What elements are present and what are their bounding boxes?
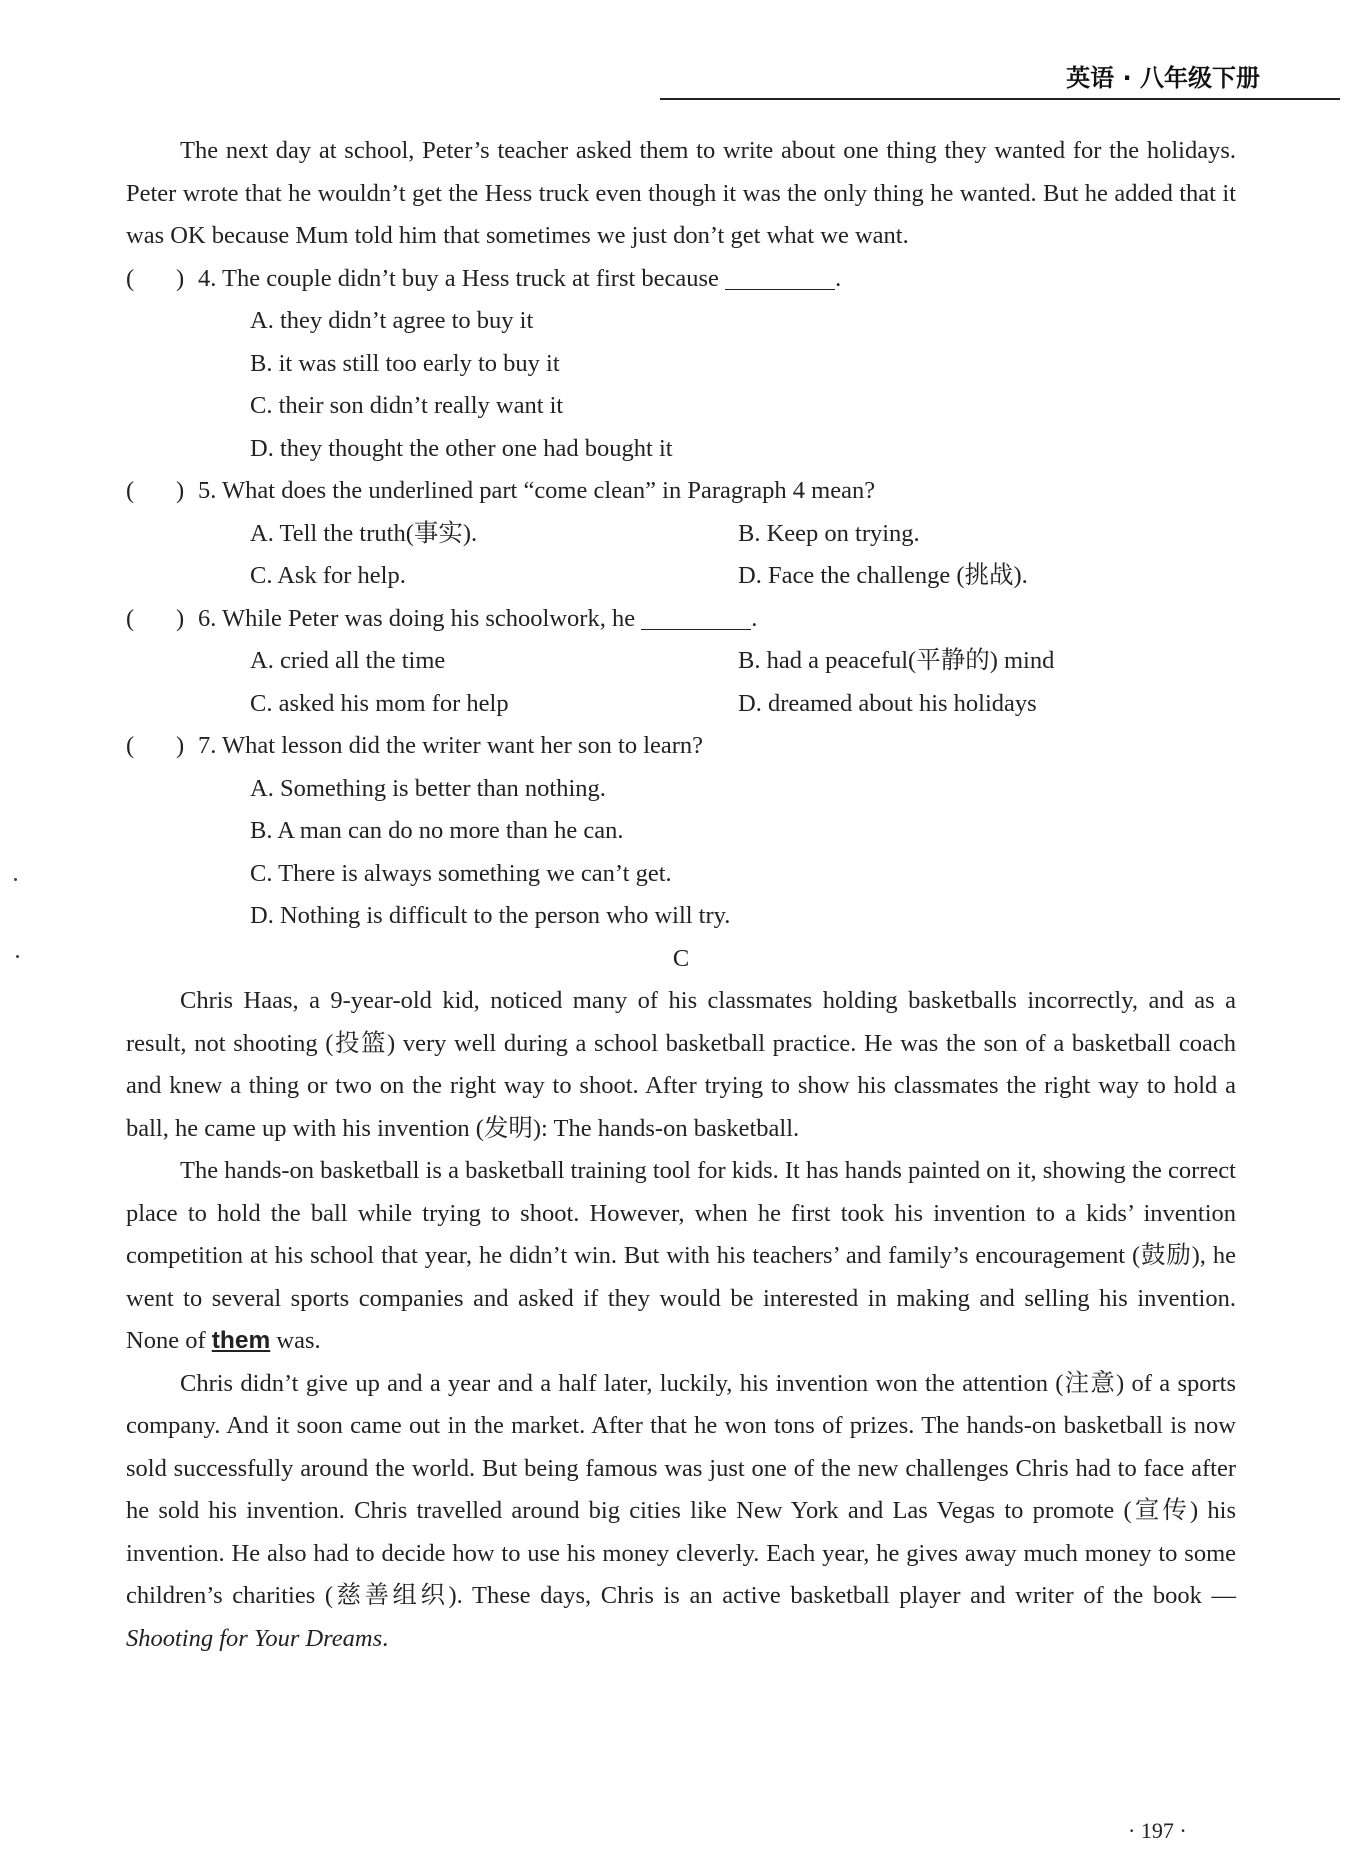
option-d: D. Nothing is difficult to the person who will try. [250, 902, 731, 929]
option-b: B. A man can do no more than he can. [250, 817, 624, 844]
option-a: A. Something is better than nothing. [250, 774, 606, 802]
question-5 [126, 470, 1236, 513]
answer-bracket-close: ) [176, 604, 185, 632]
option-c: C. There is always something we can’t get. [250, 859, 672, 887]
answer-bracket-open: ( [126, 604, 135, 632]
options-q7 [126, 768, 1236, 938]
page-content [126, 130, 1236, 1660]
passage-c-paragraph-1: Chris Haas, a 9-year-old kid, noticed many of his classmates holding basketballs incorrectly, and as a result, not shooting (投篮) very well during a school basketball practice. He was the son of a basketball coach and knew a thing or two on the right way to shoot. After trying to show his classmates the right way to hold a ball, he came up with his invention (发明): The hands-on basketball. [126, 987, 1236, 1142]
answer-bracket-open: ( [126, 477, 135, 504]
question-stem: 4. The couple didn’t buy a Hess truck at first because [198, 264, 719, 292]
passage-c-paragraph-3 [126, 1363, 1236, 1661]
option-b: B. Keep on trying. [738, 519, 920, 547]
book-title: Shooting for Your Dreams [126, 1624, 383, 1652]
answer-bracket-open: ( [126, 264, 135, 292]
option-b: B. had a peaceful(平静的) mind [738, 647, 1055, 674]
scan-mark [14, 878, 17, 881]
section-heading: C [672, 944, 690, 972]
paragraph-text: The hands-on basketball is a basketball training tool for kids. It has hands painted on it, showing the correct place to hold the ball while trying to shoot. However, when he first took his invention to a kids’ invention competition at his school that year, he didn’t win. But with his teachers’ and family’s encouragement (鼓励), he went to several sports companies and asked if they would be interested in making and selling his invention. None of [126, 1157, 1236, 1354]
question-end: . [835, 264, 842, 292]
answer-blank [641, 603, 751, 630]
option-c: C. asked his mom for help [250, 689, 509, 717]
options-q4 [126, 300, 1236, 470]
answer-bracket-open: ( [126, 732, 135, 759]
paragraph-end: . [382, 1624, 389, 1652]
header-rule [660, 98, 1340, 100]
option-c: C. Ask for help. [250, 562, 406, 589]
header-title: 英语 · 八年级下册 [1066, 64, 1260, 92]
question-stem: 5. What does the underlined part “come clean” in Paragraph 4 mean? [198, 477, 876, 504]
answer-bracket-close: ) [176, 264, 185, 292]
option-a: A. they didn’t agree to buy it [250, 307, 534, 334]
answer-bracket-close: ) [176, 477, 185, 504]
options-q5 [126, 513, 1236, 598]
question-end: . [751, 604, 758, 632]
answer-blank [725, 263, 835, 290]
option-b: B. it was still too early to buy it [250, 349, 560, 377]
paragraph-text: Chris didn’t give up and a year and a half later, luckily, his invention won the attention (注意) of a sports company. And it soon came out in the market. After that he won tons of prizes. The hands-on basketball is now sold successfully around the world. But being famous was just one of the new challenges Chris had to face after he sold his invention. Chris travelled around big cities like New York and Las Vegas to promote (宣传) his invention. He also had to decide how to use his money cleverly. Each year, he gives away much money to some children’s charities (慈善组织). These days, Chris is an active basketball player and writer of the book — [126, 1369, 1236, 1609]
question-6 [126, 598, 1236, 641]
question-stem: 7. What lesson did the writer want her son to learn? [198, 732, 704, 759]
question-stem: 6. While Peter was doing his schoolwork, he [198, 604, 636, 632]
option-a: A. cried all the time [250, 647, 446, 674]
option-c: C. their son didn’t really want it [250, 392, 564, 419]
options-q6 [126, 640, 1236, 725]
paragraph-text: was. [276, 1327, 321, 1354]
option-d: D. Face the challenge (挑战). [738, 562, 1028, 589]
page-number: · 197 · [1128, 1818, 1187, 1843]
passage-b-end: The next day at school, Peter’s teacher asked them to write about one thing they wanted for the holidays. Peter wrote that he wouldn’t get the Hess truck even though it was the only thing he wanted. But he added that it was OK because Mum told him that sometimes we just don’t get what we want. [126, 137, 1236, 249]
question-4 [126, 258, 1236, 301]
underlined-word: them [211, 1327, 271, 1354]
option-d: D. dreamed about his holidays [738, 689, 1037, 717]
answer-bracket-close: ) [176, 732, 185, 759]
passage-c-paragraph-2 [126, 1150, 1236, 1363]
option-a: A. Tell the truth(事实). [250, 519, 478, 547]
question-7 [126, 725, 1236, 768]
scan-mark [16, 955, 19, 958]
option-d: D. they thought the other one had bought it [250, 434, 673, 462]
